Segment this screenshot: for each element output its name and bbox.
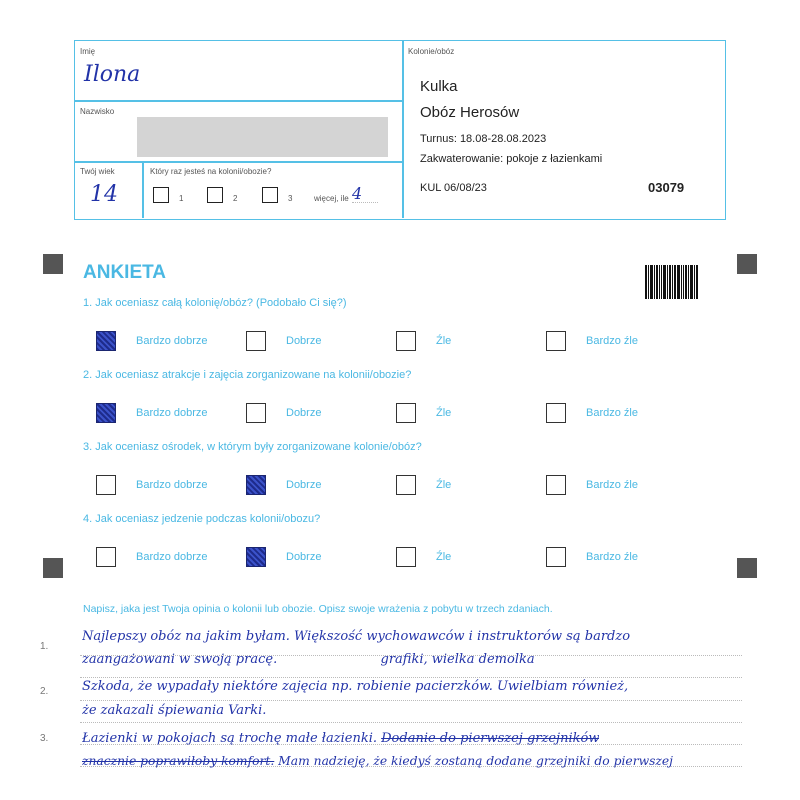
zakwaterowanie-text: Zakwaterowanie: pokoje z łazienkami: [420, 153, 603, 165]
handwritten-answer-line: znacznie poprawiłoby komfort. Mam nadzieję, że kiedyś zostaną dodane grzejniki do pierwszej: [82, 754, 673, 768]
answer-line-number: 3.: [40, 733, 49, 744]
answer-line: [80, 722, 742, 723]
form-number: 03079: [648, 180, 685, 195]
question-1-text: 1. Jak oceniasz całą kolonię/obóz? (Podobało Ci się?): [83, 297, 347, 309]
answer-line-number: 1.: [40, 641, 49, 652]
registration-marker-mid-left: [43, 558, 63, 578]
question-3-option-3-label: Źle: [436, 479, 452, 491]
question-4-option-3-label: Źle: [436, 551, 452, 563]
question-3-option-2-checkbox[interactable]: [246, 475, 266, 495]
visit-option-2: 2: [233, 194, 238, 203]
question-3-option-3-checkbox[interactable]: [396, 475, 416, 495]
registration-marker-top-left: [43, 254, 63, 274]
nazwisko-label: Nazwisko: [80, 107, 115, 116]
question-1-option-4-label: Bardzo źle: [586, 335, 638, 347]
answer-line: [80, 677, 742, 678]
question-4-option-1-label: Bardzo dobrze: [136, 551, 208, 563]
question-3-option-2-label: Dobrze: [286, 479, 322, 491]
handwritten-answer-line: Szkoda, że wypadały niektóre zajęcia np. robienie pacierzków. Uwielbiam również,: [82, 679, 629, 694]
question-2-option-4-checkbox[interactable]: [546, 403, 566, 423]
imie-value[interactable]: Ilona: [84, 62, 141, 87]
barcode: [645, 265, 699, 299]
opinion-prompt: Napisz, jaka jest Twoja opinia o kolonii lub obozie. Opisz swoje wrażenia z pobytu w trzech zdaniach.: [83, 603, 553, 615]
question-2-option-1-label: Bardzo dobrze: [136, 407, 208, 419]
ktory-raz-label: Który raz jesteś na kolonii/obozie?: [150, 167, 272, 176]
question-1-option-4-checkbox[interactable]: [546, 331, 566, 351]
wiek-value[interactable]: 14: [90, 182, 118, 207]
answer-line-number: 2.: [40, 686, 49, 697]
handwritten-answer-line: że zakazali śpiewania Varki.: [82, 703, 267, 718]
question-2-option-3-checkbox[interactable]: [396, 403, 416, 423]
handwritten-answer-line: Najlepszy obóz na jakim byłam. Większość wychowawców i instruktorów są bardzo: [82, 629, 631, 644]
question-3-option-1-checkbox[interactable]: [96, 475, 116, 495]
question-3-option-4-checkbox[interactable]: [546, 475, 566, 495]
question-1-option-1-checkbox[interactable]: [96, 331, 116, 351]
question-4-option-4-label: Bardzo źle: [586, 551, 638, 563]
question-3-text: 3. Jak oceniasz ośrodek, w którym były zorganizowane kolonie/obóz?: [83, 441, 422, 453]
question-1-option-1-label: Bardzo dobrze: [136, 335, 208, 347]
registration-marker-mid-right: [737, 558, 757, 578]
question-1-option-3-checkbox[interactable]: [396, 331, 416, 351]
kolonie-label: Kolonie/obóz: [408, 47, 455, 56]
question-2-option-3-label: Źle: [436, 407, 452, 419]
question-3-option-1-label: Bardzo dobrze: [136, 479, 208, 491]
camp-name: Kulka: [420, 78, 458, 95]
camp-code: KUL 06/08/23: [420, 182, 487, 194]
wiecej-label: więcej, ile: [314, 194, 349, 203]
turnus-text: Turnus: 18.08-28.08.2023: [420, 133, 547, 145]
question-4-option-2-checkbox[interactable]: [246, 547, 266, 567]
question-2-option-2-checkbox[interactable]: [246, 403, 266, 423]
question-4-option-1-checkbox[interactable]: [96, 547, 116, 567]
question-4-option-3-checkbox[interactable]: [396, 547, 416, 567]
wiecej-value[interactable]: 4: [352, 184, 363, 203]
question-1-option-3-label: Źle: [436, 335, 452, 347]
survey-title: ANKIETA: [83, 262, 167, 283]
question-4-option-4-checkbox[interactable]: [546, 547, 566, 567]
handwritten-answer-line: zaangażowani w swoją pracę. grafiki, wielka demolka: [82, 652, 535, 667]
redacted-surname: [137, 117, 388, 157]
answer-line: [80, 700, 742, 701]
question-1-option-2-label: Dobrze: [286, 335, 322, 347]
handwritten-answer-line: Łazienki w pokojach są trochę małe łazienki. Dodanie do pierwszej grzejników: [82, 731, 600, 746]
question-2-option-4-label: Bardzo źle: [586, 407, 638, 419]
camp-subtitle: Obóz Herosów: [420, 104, 520, 121]
visit-option-3: 3: [288, 194, 293, 203]
question-2-text: 2. Jak oceniasz atrakcje i zajęcia zorganizowane na kolonii/obozie?: [83, 369, 412, 381]
question-4-option-2-label: Dobrze: [286, 551, 322, 563]
question-3-option-4-label: Bardzo źle: [586, 479, 638, 491]
registration-marker-top-right: [737, 254, 757, 274]
question-2-option-1-checkbox[interactable]: [96, 403, 116, 423]
visit-checkbox-3[interactable]: [262, 187, 278, 203]
question-1-option-2-checkbox[interactable]: [246, 331, 266, 351]
visit-checkbox-1[interactable]: [153, 187, 169, 203]
wiek-label: Twój wiek: [80, 167, 115, 176]
question-2-option-2-label: Dobrze: [286, 407, 322, 419]
visit-checkbox-2[interactable]: [207, 187, 223, 203]
imie-label: Imię: [80, 47, 96, 56]
question-4-text: 4. Jak oceniasz jedzenie podczas kolonii/obozu?: [83, 513, 321, 525]
visit-option-1: 1: [179, 194, 184, 203]
